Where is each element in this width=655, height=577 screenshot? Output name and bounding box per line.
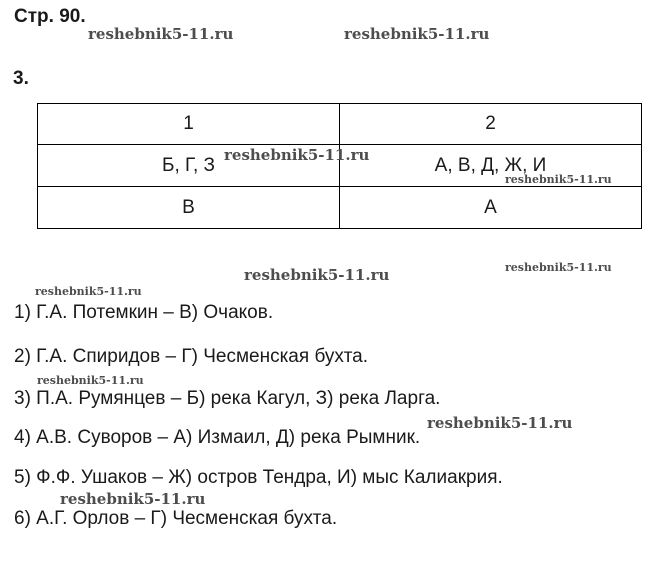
table-cell: А [340,187,642,229]
answer-line: 2) Г.А. Спиридов – Г) Чесменская бухта. [14,346,369,367]
watermark-text: reshebnik5-11.ru [60,490,206,508]
answer-line: 6) А.Г. Орлов – Г) Чесменская бухта. [14,508,338,529]
table-header-cell: 2 [340,104,642,145]
watermark-text: reshebnik5-11.ru [88,25,234,43]
table-cell: А, В, Д, Ж, И [340,145,642,187]
watermark-text: reshebnik5-11.ru [35,285,142,298]
watermark-text: reshebnik5-11.ru [224,146,370,164]
table-cell: Б, Г, З [38,145,340,187]
answer-line: 5) Ф.Ф. Ушаков – Ж) остров Тендра, И) мыс Калиакрия. [14,467,503,488]
table-cell: В [38,187,340,229]
answer-line: 4) А.В. Суворов – А) Измаил, Д) река Рымник. [14,427,421,448]
watermark-text: reshebnik5-11.ru [505,173,612,186]
watermark-text: reshebnik5-11.ru [344,25,490,43]
answer-line: 1) Г.А. Потемкин – В) Очаков. [14,302,274,323]
table-row [38,187,642,229]
page-title: Стр. 90. [14,6,86,27]
watermark-text: reshebnik5-11.ru [244,266,390,284]
watermark-text: reshebnik5-11.ru [427,414,573,432]
table-row [38,145,642,187]
answer-table [37,103,642,229]
task-number: 3. [13,68,29,89]
answer-line: 3) П.А. Румянцев – Б) река Кагул, З) река Ларга. [14,388,441,409]
watermark-text: reshebnik5-11.ru [505,261,612,274]
table-header-row [38,104,642,145]
watermark-text: reshebnik5-11.ru [37,374,144,387]
table-header-cell: 1 [38,104,340,145]
